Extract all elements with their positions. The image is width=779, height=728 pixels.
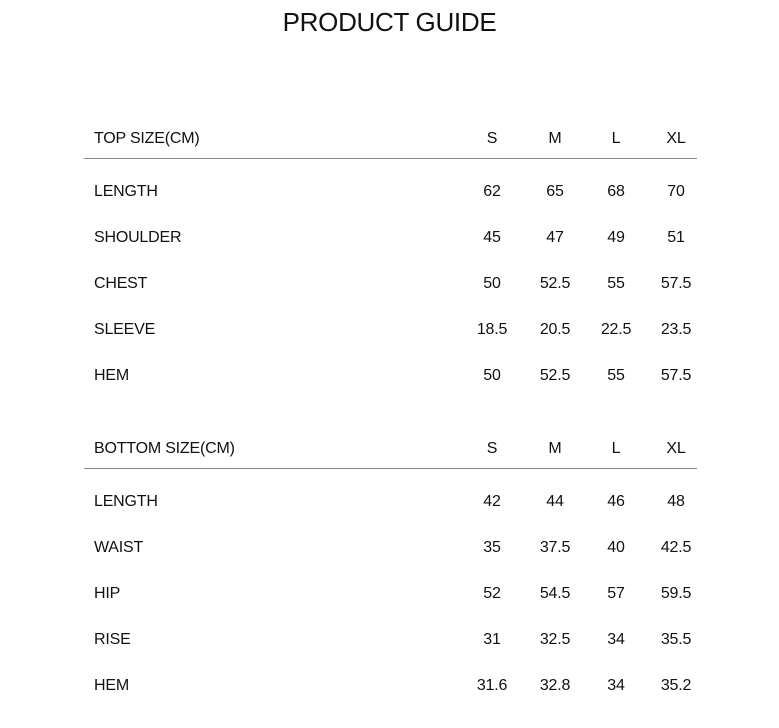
value-cell: 32.5 [539, 631, 571, 648]
value-cell: 32.8 [539, 677, 571, 694]
row-label: HIP [94, 585, 121, 602]
value-cell: 42.5 [660, 539, 692, 556]
value-cell: 55 [607, 275, 625, 292]
table-title: TOP SIZE(CM) [94, 130, 200, 147]
value-cell: 62 [483, 183, 501, 200]
row-label: WAIST [94, 539, 144, 556]
value-cell: 59.5 [660, 585, 692, 602]
value-cell: 20.5 [539, 321, 571, 338]
value-cell: 52.5 [539, 367, 571, 384]
bottom-size-table [84, 430, 697, 709]
value-cell: 18.5 [476, 321, 508, 338]
table-row [84, 479, 697, 525]
value-cell: 22.5 [600, 321, 632, 338]
value-cell: 68 [607, 183, 625, 200]
page-title: PRODUCT GUIDE [282, 7, 497, 37]
size-header-xl: XL [666, 440, 686, 457]
row-label: HEM [94, 677, 129, 694]
row-label: SHOULDER [94, 229, 182, 246]
size-header-xl: XL [666, 130, 686, 147]
value-cell: 52.5 [539, 275, 571, 292]
value-cell: 23.5 [660, 321, 692, 338]
table-body [84, 469, 697, 709]
size-header-s: S [486, 130, 498, 147]
value-cell: 31 [483, 631, 501, 648]
value-cell: 37.5 [539, 539, 571, 556]
value-cell: 35.2 [660, 677, 692, 694]
value-cell: 35 [483, 539, 501, 556]
table-row [84, 261, 697, 307]
value-cell: 57.5 [660, 367, 692, 384]
table-row [84, 353, 697, 399]
table-row [84, 663, 697, 709]
value-cell: 50 [483, 367, 501, 384]
value-cell: 70 [667, 183, 685, 200]
row-label: SLEEVE [94, 321, 156, 338]
value-cell: 51 [667, 229, 685, 246]
value-cell: 57.5 [660, 275, 692, 292]
size-header-l: L [611, 440, 621, 457]
size-header-m: M [548, 440, 562, 457]
table-body [84, 159, 697, 399]
value-cell: 49 [607, 229, 625, 246]
table-row [84, 169, 697, 215]
value-cell: 46 [607, 493, 625, 510]
table-row [84, 215, 697, 261]
size-header-s: S [486, 440, 498, 457]
table-row [84, 307, 697, 353]
table-row [84, 525, 697, 571]
table-header-row [84, 120, 697, 159]
row-label: HEM [94, 367, 129, 384]
top-size-table [84, 120, 697, 399]
row-label: LENGTH [94, 183, 158, 200]
value-cell: 65 [546, 183, 564, 200]
value-cell: 54.5 [539, 585, 571, 602]
value-cell: 55 [607, 367, 625, 384]
row-label: RISE [94, 631, 131, 648]
table-row [84, 617, 697, 663]
size-header-m: M [548, 130, 562, 147]
row-label: CHEST [94, 275, 148, 292]
size-header-l: L [611, 130, 621, 147]
value-cell: 35.5 [660, 631, 692, 648]
value-cell: 50 [483, 275, 501, 292]
value-cell: 45 [483, 229, 501, 246]
value-cell: 44 [546, 493, 564, 510]
value-cell: 57 [607, 585, 625, 602]
value-cell: 34 [607, 631, 625, 648]
value-cell: 34 [607, 677, 625, 694]
value-cell: 42 [483, 493, 501, 510]
value-cell: 48 [667, 493, 685, 510]
table-title: BOTTOM SIZE(CM) [94, 440, 235, 457]
value-cell: 40 [607, 539, 625, 556]
table-row [84, 571, 697, 617]
value-cell: 52 [483, 585, 501, 602]
value-cell: 47 [546, 229, 564, 246]
table-header-row [84, 430, 697, 469]
row-label: LENGTH [94, 493, 158, 510]
value-cell: 31.6 [476, 677, 508, 694]
